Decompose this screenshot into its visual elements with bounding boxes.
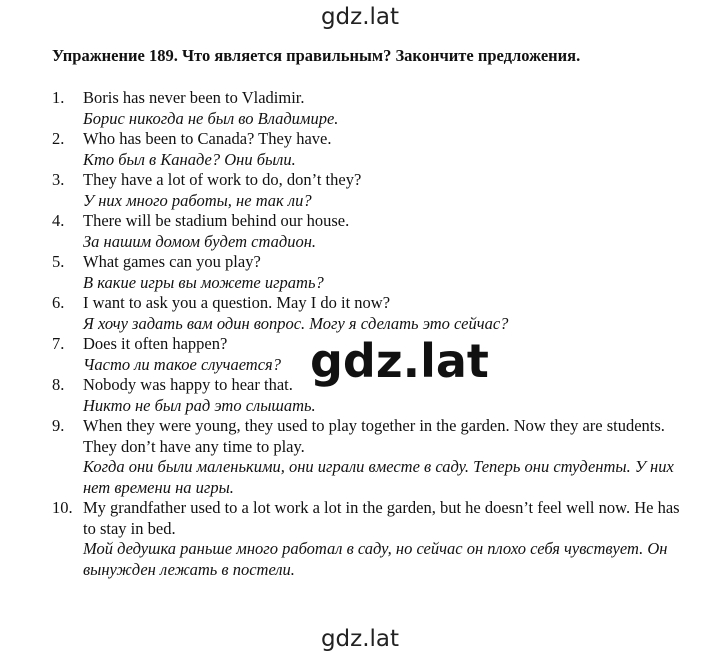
exercise-heading: Упражнение 189. Что является правильным? Закончите предложения.	[52, 46, 581, 65]
item-number: 6.	[52, 293, 65, 312]
english-sentence: There will be stadium behind our house.	[83, 211, 350, 230]
list-item	[52, 498, 692, 580]
russian-translation: Кто был в Канаде? Они были.	[83, 149, 296, 169]
item-number: 5.	[52, 252, 65, 271]
item-number: 9.	[52, 416, 65, 435]
english-sentence: I want to ask you a question. May I do it now?	[83, 293, 391, 312]
item-body	[83, 170, 692, 211]
english-sentence: Nobody was happy to hear that.	[83, 375, 293, 394]
item-body	[83, 211, 692, 252]
russian-translation: Мой дедушка раньше много работал в саду, но сейчас он плохо себя чувствует. Он вынужден лежать в постели.	[83, 539, 668, 579]
item-number: 7.	[52, 334, 65, 353]
item-number: 3.	[52, 170, 65, 189]
item-body	[83, 498, 692, 580]
item-number: 8.	[52, 375, 65, 394]
list-item	[52, 129, 692, 170]
watermark-bottom: gdz.lat	[320, 626, 400, 652]
list-item	[52, 170, 692, 211]
russian-translation: За нашим домом будет стадион.	[83, 231, 317, 251]
item-body	[83, 252, 692, 293]
english-sentence: They have a lot of work to do, don’t they?	[83, 170, 362, 189]
russian-translation: Часто ли такое случается?	[83, 354, 281, 374]
english-sentence: Does it often happen?	[83, 334, 228, 353]
item-number: 1.	[52, 88, 65, 107]
russian-translation: У них много работы, не так ли?	[83, 190, 312, 210]
list-item	[52, 211, 692, 252]
item-body	[83, 293, 692, 334]
list-item	[52, 88, 692, 129]
item-number: 4.	[52, 211, 65, 230]
russian-translation: В какие игры вы можете играть?	[83, 272, 324, 292]
russian-translation: Никто не был рад это слышать.	[83, 395, 316, 415]
russian-translation: Когда они были маленькими, они играли вместе в саду. Теперь они студенты. У них нет времени на игры.	[83, 457, 674, 497]
english-sentence: Who has been to Canada? They have.	[83, 129, 332, 148]
item-body	[83, 88, 692, 129]
english-sentence: When they were young, they used to play together in the garden. Now they are students. They don’t have any time to play.	[83, 416, 665, 456]
list-item	[52, 293, 692, 334]
watermark-center: gdz.lat	[310, 334, 489, 388]
english-sentence: What games can you play?	[83, 252, 261, 271]
item-body	[83, 129, 692, 170]
russian-translation: Я хочу задать вам один вопрос. Могу я сделать это сейчас?	[83, 313, 509, 333]
russian-translation: Борис никогда не был во Владимире.	[83, 108, 339, 128]
list-item	[52, 252, 692, 293]
item-number: 2.	[52, 129, 65, 148]
list-item	[52, 416, 692, 498]
item-number: 10.	[52, 498, 73, 517]
english-sentence: My grandfather used to a lot work a lot in the garden, but he doesn’t feel well now. He has to stay in bed.	[83, 498, 680, 538]
item-body	[83, 416, 692, 498]
watermark-top: gdz.lat	[320, 4, 400, 30]
english-sentence: Boris has never been to Vladimir.	[83, 88, 305, 107]
